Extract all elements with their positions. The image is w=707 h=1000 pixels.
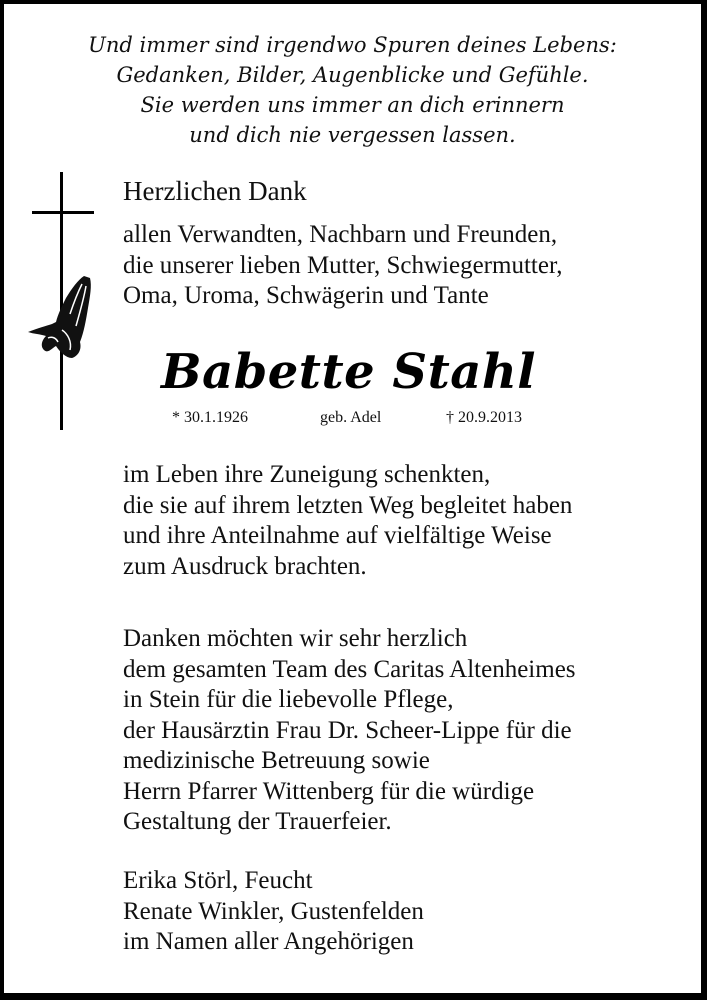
signature-line: Erika Störl, Feucht bbox=[123, 867, 313, 894]
poem-line: Und immer sind irgendwo Spuren deines Lebens: bbox=[88, 33, 617, 57]
poem-line: und dich nie vergessen lassen. bbox=[189, 123, 516, 147]
page-title: Herzlichen Dank bbox=[123, 176, 307, 206]
text-line: die sie auf ihrem letzten Weg begleitet haben bbox=[123, 491, 573, 519]
text-line: im Leben ihre Zuneigung schenkten, bbox=[123, 461, 491, 488]
thanks-paragraph bbox=[123, 460, 572, 582]
text-line: zum Ausdruck brachten. bbox=[123, 552, 367, 580]
text-line: allen Verwandten, Nachbarn und Freunden, bbox=[123, 221, 558, 248]
text-line: Gestaltung der Trauerfeier. bbox=[123, 808, 392, 835]
birth-date: * 30.1.1926 bbox=[172, 409, 248, 426]
signature-line: im Namen aller Angehörigen bbox=[123, 928, 414, 955]
text-line: die unserer lieben Mutter, Schwiegermutter, bbox=[123, 251, 563, 279]
poem-line: Gedanken, Bilder, Augenblicke und Gefühle. bbox=[116, 63, 589, 87]
text-line: Herrn Pfarrer Wittenberg für die würdige bbox=[123, 777, 535, 805]
text-line: in Stein für die liebevolle Pflege, bbox=[123, 686, 454, 713]
text-line: medizinische Betreuung sowie bbox=[123, 747, 430, 774]
memorial-poem bbox=[4, 30, 701, 150]
text-line: dem gesamten Team des Caritas Altenheimes bbox=[123, 655, 576, 683]
death-date: † 20.9.2013 bbox=[446, 409, 522, 426]
text-line: Oma, Uroma, Schwägerin und Tante bbox=[123, 282, 489, 309]
text-line: und ihre Anteilnahme auf vielfältige Weise bbox=[123, 522, 552, 549]
poem-line: Sie werden uns immer an dich erinnern bbox=[140, 93, 565, 117]
maiden-name: geb. Adel bbox=[320, 409, 382, 426]
signatures bbox=[123, 866, 424, 958]
intro-paragraph bbox=[123, 220, 563, 312]
cross-horizontal-bar bbox=[32, 211, 94, 214]
signature-line: Renate Winkler, Gustenfelden bbox=[123, 897, 424, 925]
text-line: der Hausärztin Frau Dr. Scheer-Lippe für die bbox=[123, 716, 572, 744]
special-thanks-paragraph bbox=[123, 624, 576, 838]
text-line: Danken möchten wir sehr herzlich bbox=[123, 625, 468, 652]
deceased-name: Babette Stahl bbox=[161, 344, 536, 400]
obituary-notice bbox=[4, 4, 701, 993]
